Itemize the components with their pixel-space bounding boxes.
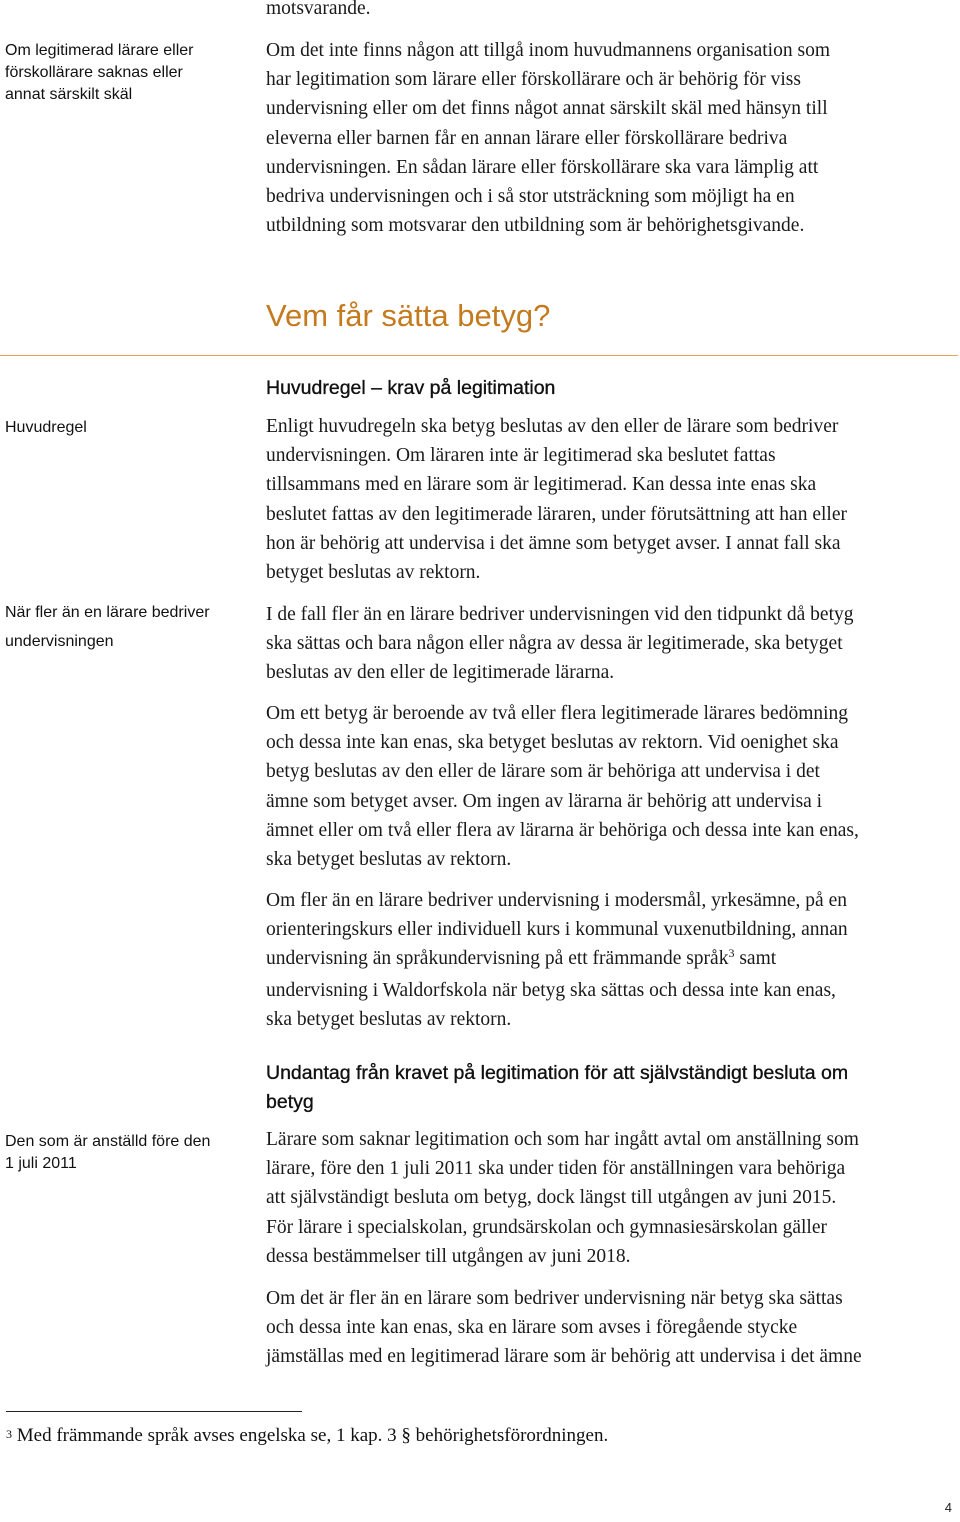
paragraph-multiple-teachers — [266, 600, 956, 688]
text-line: Om det inte finns någon att tillgå inom huvudmannens organisation som — [266, 40, 830, 61]
paragraph-text — [266, 699, 956, 874]
text-line: ska sättas och bara någon eller några av dessa är legitimerade, ska betyget — [266, 633, 843, 655]
text-line: hon är behörig att undervisa i det ämne som betyget avser. I annat fall ska — [266, 532, 841, 554]
margin-note-line: Den som är anställd före den — [5, 1133, 211, 1150]
subheading-line: Undantag från kravet på legitimation för att självständigt besluta om — [266, 1062, 849, 1084]
text-line: beslutas av den eller de legitimerade lärarna. — [266, 662, 615, 684]
footnote — [6, 1424, 608, 1448]
paragraph-equivalence — [266, 1284, 956, 1372]
text-line: undervisningen. En sådan lärare eller förskollärare ska vara lämplig att — [266, 156, 819, 178]
margin-note-legitimation-missing — [5, 40, 253, 106]
text-segment: undervisning än språkundervisning på ett främmande språk — [266, 948, 729, 970]
text-line: att självständigt besluta om betyg, dock längst till utgången av juni 2015. — [266, 1187, 837, 1209]
text-line: utbildning som motsvarar den utbildning som är behörighetsgivande. — [266, 215, 805, 237]
text-line: Om fler än en lärare bedriver undervisning i modersmål, yrkesämne, på en — [266, 890, 847, 911]
text-line: undervisning eller om det finns något annat särskilt skäl med hänsyn till — [266, 98, 828, 120]
margin-note-line: förskollärare saknas eller — [5, 64, 183, 81]
text-segment: samt — [734, 948, 777, 970]
margin-note-line: annat särskilt skäl — [5, 86, 133, 103]
text-line: dessa bestämmelser till utgången av juni 2018. — [266, 1245, 631, 1267]
subheading-line: betyg — [266, 1091, 314, 1113]
text-line: Om ett betyg är beroende av två eller flera legitimerade lärares bedömning — [266, 703, 849, 724]
section-divider — [0, 355, 958, 356]
margin-note-multiple-teachers — [5, 598, 253, 656]
text-line: I de fall fler än en lärare bedriver undervisningen vid den tidpunkt då betyg — [266, 604, 854, 625]
text-line: Enligt huvudregeln ska betyg beslutas av den eller de lärare som bedriver — [266, 416, 839, 437]
intro-paragraph — [266, 36, 956, 240]
subheading-exception — [266, 1059, 848, 1117]
text-line: beslutet fattas av den legitimerade läraren, under förutsättning att han eller — [266, 503, 847, 525]
previous-page-fragment — [266, 0, 956, 23]
text-line: För lärare i specialskolan, grundsärskolan och gymnasiesärskolan gäller — [266, 1216, 827, 1238]
text-line: ska betyget beslutas av rektorn. — [266, 849, 512, 871]
paragraph-text — [266, 36, 956, 240]
paragraph-text — [266, 886, 956, 1034]
text-line: betyg beslutas av den eller de lärare som är behöriga att undervisa i det — [266, 761, 820, 783]
text-line: ämne som betyget avser. Om ingen av lärarna är behörig att undervisa i — [266, 790, 823, 812]
page-number: 4 — [944, 1500, 952, 1515]
text-line: bedriva undervisningen och i så stor utsträckning som möjligt ha en — [266, 186, 795, 208]
paragraph-exception — [266, 1125, 956, 1271]
margin-note-employed-before — [5, 1131, 253, 1175]
paragraph-disagreement — [266, 699, 956, 874]
margin-note-huvudregel: Huvudregel — [5, 419, 87, 436]
footnote-marker: 3 — [6, 1427, 12, 1441]
text-line: orienteringskurs eller individuell kurs i kommunal vuxenutbildning, annan — [266, 919, 848, 941]
footnote-divider — [6, 1411, 302, 1412]
text-line: undervisningen. Om läraren inte är legitimerad ska beslutet fattas — [266, 445, 776, 467]
text-line: har legitimation som lärare eller förskollärare och är behörig för viss — [266, 69, 801, 91]
text-line: och dessa inte kan enas, ska betyget beslutas av rektorn. Vid oenighet ska — [266, 732, 839, 754]
margin-note-line: Om legitimerad lärare eller — [5, 42, 194, 59]
footnote-reference[interactable]: 3 — [728, 946, 735, 961]
text-line: Lärare som saknar legitimation och som har ingått avtal om anställning som — [266, 1129, 859, 1150]
paragraph-text — [266, 600, 956, 688]
text-line: Om det är fler än en lärare som bedriver undervisning när betyg ska sättas — [266, 1288, 843, 1309]
fragment-text: motsvarande. — [266, 0, 371, 19]
margin-note-line: undervisningen — [5, 633, 114, 650]
text-line: betyget beslutas av rektorn. — [266, 562, 481, 584]
text-line-with-footnote — [266, 944, 956, 975]
paragraph-text — [266, 412, 956, 587]
text-line: undervisning i Waldorfskola när betyg ska sättas och dessa inte kan enas, — [266, 979, 836, 1001]
text-line: och dessa inte kan enas, ska en lärare som avses i föregående stycke — [266, 1317, 798, 1339]
text-line: tillsammans med en lärare som är legitimerad. Kan dessa inte enas ska — [266, 474, 817, 496]
text-line: ämnet eller om två eller flera av lärarna är behöriga och dessa inte kan enas, — [266, 819, 859, 841]
subheading-huvudregel: Huvudregel – krav på legitimation — [266, 377, 556, 399]
paragraph-special-subjects — [266, 886, 956, 1034]
margin-note-line: När fler än en lärare bedriver — [5, 604, 210, 621]
paragraph-text — [266, 1125, 956, 1271]
paragraph-text — [266, 1284, 956, 1372]
text-line: eleverna eller barnen får en annan lärare eller förskollärare bedriva — [266, 127, 788, 149]
paragraph-huvudregel — [266, 412, 956, 587]
footnote-text: Med främmande språk avses engelska se, 1 kap. 3 § behörighetsförordningen. — [12, 1425, 609, 1446]
text-line: lärare, före den 1 juli 2011 ska under tiden för anställningen vara behöriga — [266, 1158, 846, 1180]
text-line: ska betyget beslutas av rektorn. — [266, 1008, 512, 1030]
section-title: Vem får sätta betyg? — [266, 298, 551, 333]
margin-note-line: 1 juli 2011 — [5, 1155, 77, 1172]
text-line: jämställas med en legitimerad lärare som är behörig att undervisa i det ämne — [266, 1346, 862, 1368]
